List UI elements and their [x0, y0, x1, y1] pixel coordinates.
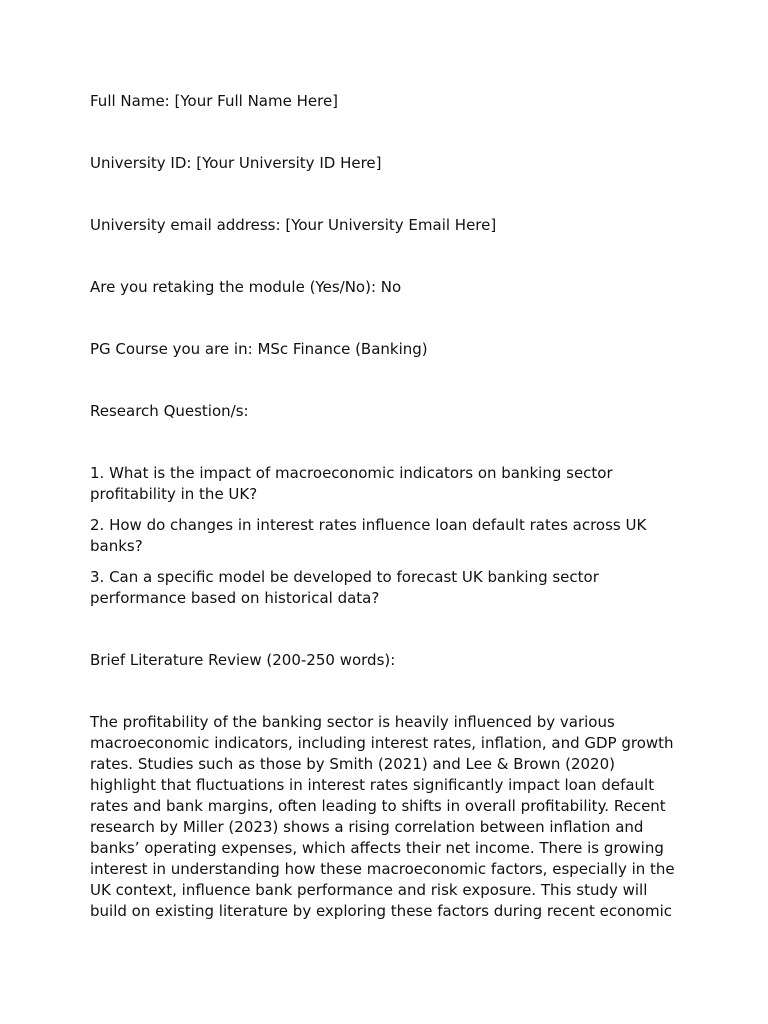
research-question: 1. What is the impact of macroeconomic indicators on banking sector profitability in the UK? [90, 464, 613, 503]
university-id-label: University ID: [90, 154, 192, 172]
research-questions-heading: Research Question/s: [90, 402, 249, 420]
retaking-module-field [90, 277, 684, 298]
literature-review-text: The profitability of the banking sector is heavily influenced by various macroeconomic indicators, including interest rates, inflation, and GDP growth rates. Studies such as those by Smith (2021) and Lee & Brown (2020) highlight that fluctuations in interest rates significantly impact loan default rates and bank margins, often leading to shifts in overall profitability. Recent research by Miller (2023) shows a rising correlation between inflation and banks’ operating expenses, which affects their net income. There is growing interest in understanding how these macroeconomic factors, especially in the UK context, influence bank performance and risk exposure. This study will build on existing literature by exploring these factors during recent economic [90, 713, 675, 920]
university-email-label: University email address: [90, 216, 281, 234]
retaking-module-value: No [380, 278, 402, 296]
university-email-field [90, 215, 684, 236]
pg-course-field [90, 339, 684, 360]
full-name-field [90, 91, 684, 112]
document-body [90, 91, 684, 922]
university-email-value: [Your University Email Here] [285, 216, 497, 234]
pg-course-label: PG Course you are in: [90, 340, 253, 358]
literature-review-heading: Brief Literature Review (200-250 words): [90, 651, 396, 669]
research-question: 3. Can a specific model be developed to forecast UK banking sector performance based on historical data? [90, 568, 599, 607]
research-questions-list [90, 463, 684, 609]
full-name-label: Full Name: [90, 92, 170, 110]
pg-course-value: MSc Finance (Banking) [257, 340, 428, 358]
university-id-value: [Your University ID Here] [196, 154, 382, 172]
university-id-field [90, 153, 684, 174]
retaking-module-label: Are you retaking the module (Yes/No): [90, 278, 377, 296]
full-name-value: [Your Full Name Here] [174, 92, 339, 110]
research-question: 2. How do changes in interest rates influence loan default rates across UK banks? [90, 516, 647, 555]
